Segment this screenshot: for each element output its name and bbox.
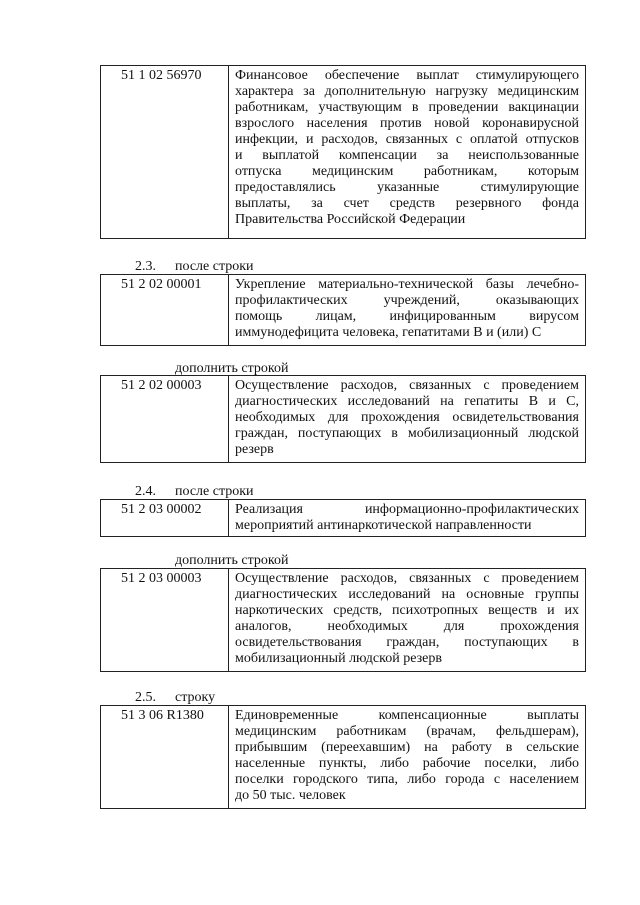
description-line: необходимых для прохождения освидетельствования (235, 410, 579, 425)
section-heading (135, 259, 254, 275)
description-line: Финансовое обеспечение выплат стимулирующего (235, 68, 579, 83)
budget-code: 51 3 06 R1380 (101, 706, 229, 808)
section-instruction: дополнить строкой (175, 553, 289, 568)
description (229, 500, 585, 536)
description-line: Правительства Российской Федерации (235, 212, 466, 227)
description-line: поселки городского типа, либо города с населением (235, 772, 579, 787)
description-line: граждан, поступающих в мобилизационный людской (235, 426, 579, 441)
section-instruction: строку (175, 690, 216, 705)
budget-code: 51 2 03 00003 (101, 569, 229, 671)
section-number: 2.4. (135, 484, 156, 499)
description-line: мероприятий антинаркотической направленности (235, 518, 532, 533)
table-row (100, 568, 586, 672)
description-line: резерв (235, 442, 274, 457)
description-line: Осуществление расходов, связанных с проведением (235, 378, 579, 393)
description-line: прибывшим (переехавшим) на работу в сельские (235, 740, 579, 755)
description-line: медицинским работникам (врачам, фельдшерам), (235, 724, 579, 739)
description-line: отпуска медицинским работникам, которым (235, 164, 579, 179)
section-number: 2.5. (135, 690, 156, 705)
description-line: Реализация информационно-профилактических (235, 502, 579, 517)
table-row (100, 499, 586, 537)
section-instruction: дополнить строкой (175, 361, 289, 376)
description-line: инфекции, и расходов, связанных с оплатой отпусков (235, 132, 579, 147)
description (229, 66, 585, 238)
description (229, 706, 585, 808)
section-heading (135, 690, 215, 706)
description-line: помощь лицам, инфицированным вирусом (235, 309, 579, 324)
description-line: диагностических исследований на гепатиты В и С, (235, 394, 579, 409)
description-line: освидетельствования граждан, поступающих в (235, 635, 579, 650)
budget-code: 51 2 03 00002 (101, 500, 229, 536)
description-line: аналогов, необходимых для прохождения (235, 619, 579, 634)
section-heading (175, 553, 289, 569)
description-line: профилактических учреждений, оказывающих (235, 293, 579, 308)
description-line: наркотических средств, психотропных веществ и их (235, 603, 579, 618)
table-row (100, 65, 586, 239)
description-line: Укрепление материально-технической базы лечебно- (235, 277, 579, 292)
description-line: взрослого населения против новой коронавирусной (235, 116, 579, 131)
table-row (100, 274, 586, 346)
description-line: характера за дополнительную нагрузку медицинским (235, 84, 579, 99)
description (229, 376, 585, 462)
description-line: Осуществление расходов, связанных с проведением (235, 571, 579, 586)
description-line: диагностических исследований на основные группы (235, 587, 579, 602)
description-line: мобилизационный людской резерв (235, 651, 442, 666)
table-row (100, 705, 586, 809)
budget-code: 51 1 02 56970 (101, 66, 229, 238)
section-instruction: после строки (175, 259, 254, 274)
section-heading (135, 484, 254, 500)
description-line: выплаты, за счет средств резервного фонда (235, 196, 579, 211)
description-line: предоставлялись указанные стимулирующие (235, 180, 579, 195)
section-instruction: после строки (175, 484, 254, 499)
budget-code: 51 2 02 00001 (101, 275, 229, 345)
description-line: и выплатой компенсации за неиспользованные (235, 148, 579, 163)
description-line: населенные пункты, либо рабочие поселки, либо (235, 756, 579, 771)
table-row (100, 375, 586, 463)
budget-code: 51 2 02 00003 (101, 376, 229, 462)
section-number: 2.3. (135, 259, 156, 274)
description (229, 569, 585, 671)
description-line: работникам, участвующим в проведении вакцинации (235, 100, 579, 115)
description-line: Единовременные компенсационные выплаты (235, 708, 579, 723)
description-line: до 50 тыс. человек (235, 788, 346, 803)
description (229, 275, 585, 345)
description-line: иммунодефицита человека, гепатитами В и (или) С (235, 325, 542, 340)
